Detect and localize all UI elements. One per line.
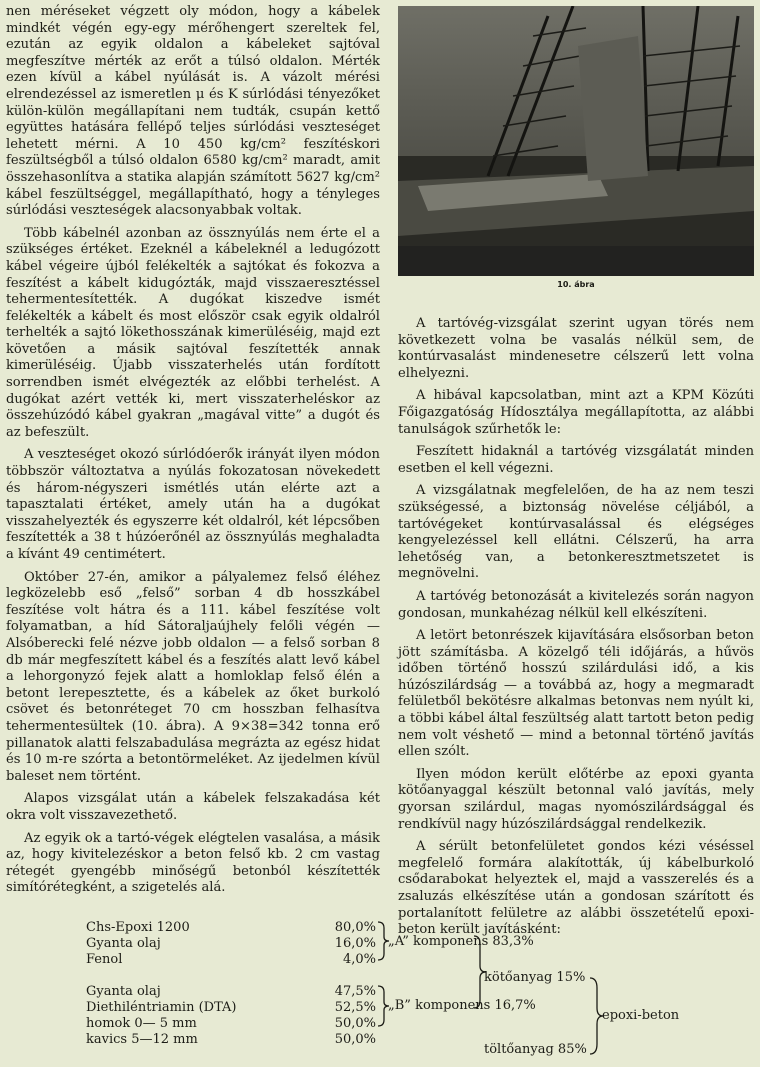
paragraph: A veszteséget okozó súrlódóerők irányát ilyen módon többször változtatva a nyúlás fokozatosan növekedett és három-négyszeri ismétlés után elérte azt a tapasztalati értéket, amely után ha a dugókat visszahelyezték és egyszerre két oldalról, két lépcsőben feszítették a 38 t húzóerőnél az össznyúlás meghaladta a kívánt 49 centimétert. (6, 447, 380, 562)
paragraph: Alapos vizsgálat után a kábelek felszakadása két okra volt visszavezethető. (6, 791, 380, 823)
result-label: epoxi-beton (602, 1008, 680, 1023)
paragraph: A sérült betonfelületet gondos kézi véséssel megfelelő formára alakították, új kábelburkoló csődarabokat helyeztek el, majd a vasszerelés és a zsaluzás elkészítése után a gondosan szárított és portalanított felületre az alábbi összetételű epoxi-beton került javításként: (398, 839, 754, 938)
paragraph: A hibával kapcsolatban, mint azt a KPM Közúti Főigazgatóság Hídosztálya megállapította, az alábbi tanulságok szűrhetők le: (398, 388, 754, 437)
ingredient-label: kavics 5—12 mm (86, 1032, 198, 1047)
binder-label: kötőanyag 15% (484, 970, 586, 985)
right-text-column (398, 316, 754, 945)
left-text-column (6, 4, 380, 903)
ingredient-label: Gyanta olaj (86, 936, 161, 951)
ingredient-value: 4,0% (342, 952, 376, 967)
ingredient-label: homok 0— 5 mm (86, 1016, 197, 1031)
ingredient-value: 16,0% (334, 936, 376, 951)
ingredient-label: Gyanta olaj (86, 984, 161, 999)
paragraph: Több kábelnél azonban az össznyúlás nem érte el a szükséges értéket. Ezeknél a kábeleknél a ledugózott kábel végeire újból felékelték a sajtókat és fokozva a feszítést a kábelt kidugózták, majd visszaeresztéssel tehermentesítették. A dugókat kiszedve ismét felékelték a kábelt és most először csak egyik oldalról terhelték a sajtó lökethosszának kimerüléséig, majd ezt követően a másik sajtóval feszítették annak kimerüléséig. Újabb visszaterhelés után fordított sorrendben ismét elvégezték az előbbi terhelést. A dugókat azért vették ki, mert visszaterheléskor az összehúzódó kábel gyakran „magával vitte” a dugót és az befeszült. (6, 225, 380, 440)
filler-label: töltőanyag 85% (484, 1042, 587, 1057)
component-a-label: „A” komponens 83,3% (388, 934, 534, 949)
ingredient-label: Diethiléntriamin (DTA) (86, 1000, 237, 1015)
ingredient-label: Chs-Epoxi 1200 (86, 920, 190, 935)
paragraph: Az egyik ok a tartó-végek elégtelen vasalása, a másik az, hogy kivitelezéskor a beton felső kb. 2 cm vastag rétegét gyengébb minőségű betonból készítették simítórétegként, a szigetelés alá. (6, 830, 380, 896)
component-b-label: „B” komponens 16,7% (388, 998, 536, 1013)
ingredient-label: Fenol (86, 952, 123, 967)
epoxy-composition-table (70, 918, 760, 1063)
bridge-photo (398, 6, 754, 276)
paragraph: A tartóvég-vizsgálat szerint ugyan törés nem következett volna be vasalás nélkül sem, de kontúrvasalást mindenesetre célszerű lett volna elhelyezni. (398, 316, 754, 381)
figure-caption: 10. ábra (557, 280, 595, 289)
ingredient-value: 50,0% (334, 1016, 376, 1031)
ingredient-value: 52,5% (334, 1000, 376, 1015)
ingredient-value: 47,5% (334, 984, 376, 999)
paragraph: nen méréseket végzett oly módon, hogy a kábelek mindkét végén egy-egy mérőhengert szereltek fel, ezután az egyik oldalon a kábeleket sajtóval megfeszítve mérték az erőt a túlsó oldalon. Mérték ezen kívül a kábel nyúlását is. A vázolt mérési elrendezéssel az ismeretlen μ és K súrlódási tényezőket külön-külön megállapítani nem tudták, csupán kettő együttes hatására fellépő teljes súrlódási veszteséget lehetett mérni. A 10 450 kg/cm² feszítéskori feszültségből a túlsó oldalon 6580 kg/cm² maradt, amit összehasonlítva a statika alapján számított 5627 kg/cm² kábel feszültséggel, megállapítható, hogy a tényleges súrlódási veszteségek alacsonyabbak voltak. (6, 4, 380, 219)
ingredient-value: 50,0% (334, 1032, 376, 1047)
paragraph: Ilyen módon került előtérbe az epoxi gyanta kötőanyaggal készült betonnal való javítás, mely gyorsan szilárdul, magas nyomószilárdsággal és rendkívül nagy húzószilárdsággal rendelkezik. (398, 766, 754, 832)
paragraph: Október 27-én, amikor a pályalemez felső éléhez legközelebb eső „felső” sorban 4 db hosszkábel feszítése volt hátra és a 111. kábel feszítése volt folyamatban, a híd Sátoraljaújhely felőli végén — Alsóberecki felé nézve jobb oldalon — a felső sorban 8 db már megfeszített kábel és a feszítés alatt levő kábel a lehorgonyzó fejek alatt a homloklap felső élén a betont lerepesztette, és a kábelek az őket burkoló csövet és betonréteget 70 cm hosszban felhasítva tehermentesültek (10. ábra). A 9×38=342 tonna erő pillanatok alatti felszabadulása megrázta az egész hidat és 10 m-re szórta a betontörmeléket. Az ijedelmen kívül baleset nem történt. (6, 569, 380, 784)
paragraph: Feszített hidaknál a tartóvég vizsgálatát minden esetben el kell végezni. (398, 444, 754, 476)
paragraph: A tartóvég betonozását a kivitelezés során nagyon gondosan, munkahézag nélkül kell elkészíteni. (398, 588, 754, 621)
paragraph: A letört betonrészek kijavítására elsősorban beton jött számításba. A közelgő téli időjárás, a hűvös időben történő hosszú szilárdulási idő, a kis húzószilárdság — a továbbá az, hogy a megmaradt felületből bekötésre alkalmas betonvas nem nyúlt ki, a többi kábel által feszültség alatt tartott beton pedig nem volt véshető — mind a betonnal történő javítás ellen szólt. (398, 628, 754, 760)
paragraph: A vizsgálatnak megfelelően, de ha az nem teszi szükségessé, a biztonság növelése céljából, a tartóvégeket kontúrvasalással és elégséges kengyelezéssel kell ellátni. Célszerű, ha arra lehetőség van, a betonkeresztmetszetet is megnövelni. (398, 483, 754, 582)
ingredient-value: 80,0% (334, 920, 376, 935)
